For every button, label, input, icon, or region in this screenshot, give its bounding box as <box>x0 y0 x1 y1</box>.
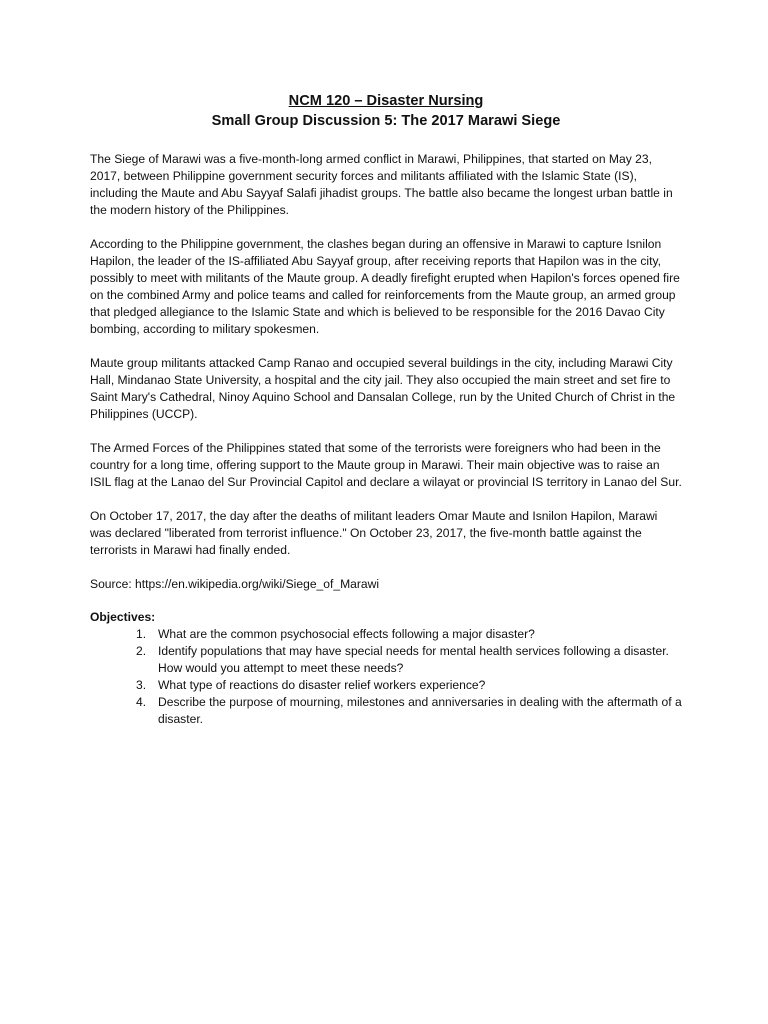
objective-item <box>90 694 682 728</box>
objective-text: Identify populations that may have special needs for mental health services following a disaster. How would you attempt to meet these needs? <box>158 644 669 675</box>
objective-text: What are the common psychosocial effects following a major disaster? <box>158 627 535 641</box>
objective-number: 4. <box>136 695 147 709</box>
objective-number: 2. <box>136 644 147 658</box>
objective-item <box>90 677 682 694</box>
paragraph-liberation: On October 17, 2017, the day after the deaths of militant leaders Omar Maute and Isnilon Hapilon, Marawi was declared "liberated from terrorist influence." On October 23, 2017, the five-month battle against the terrorists in Marawi had finally ended. <box>90 509 658 557</box>
paragraph-siege-overview: The Siege of Marawi was a five-month-long armed conflict in Marawi, Philippines, that started on May 23, 2017, between Philippine government security forces and militants affiliated with the Islamic State (IS), including the Maute and Abu Sayyaf Salafi jihadist groups. The battle also became the longest urban battle in the modern history of the Philippines. <box>90 152 673 217</box>
objective-text: Describe the purpose of mourning, milestones and anniversaries in dealing with the aftermath of a disaster. <box>158 695 682 726</box>
paragraph-occupied-buildings: Maute group militants attacked Camp Ranao and occupied several buildings in the city, including Marawi City Hall, Mindanao State University, a hospital and the city jail. They also occupied the main street and set fire to Saint Mary's Cathedral, Ninoy Aquino School and Dansalan College, run by the United Church of Christ in the Philippines (UCCP). <box>90 356 676 421</box>
paragraph-foreign-terrorists: The Armed Forces of the Philippines stated that some of the terrorists were foreigners who had been in the country for a long time, offering support to the Maute group in Marawi. Their main objective was to raise an ISIL flag at the Lanao del Sur Provincial Capitol and declare a wilayat or provincial IS territory in Lanao del Sur. <box>90 441 682 489</box>
objective-text: What type of reactions do disaster relief workers experience? <box>158 678 486 692</box>
objectives-heading: Objectives: <box>90 610 156 624</box>
objective-number: 3. <box>136 678 147 692</box>
source-citation: Source: https://en.wikipedia.org/wiki/Siege_of_Marawi <box>90 577 380 591</box>
discussion-title: Small Group Discussion 5: The 2017 Marawi Siege <box>211 113 561 129</box>
course-title: NCM 120 – Disaster Nursing <box>288 93 484 109</box>
paragraph-clashes-origin: According to the Philippine government, the clashes began during an offensive in Marawi to capture Isnilon Hapilon, the leader of the IS-affiliated Abu Sayyaf group, after receiving reports that Hapilon was in the city, possibly to meet with militants of the Maute group. A deadly firefight erupted when Hapilon's forces opened fire on the combined Army and police teams and called for reinforcements from the Maute group, an armed group that pledged allegiance to the Islamic State and which is believed to be responsible for the 2016 Davao City bombing, according to military spokesmen. <box>90 237 680 336</box>
objective-item <box>90 626 682 643</box>
document-page <box>90 92 682 728</box>
objective-item <box>90 643 682 677</box>
objectives-list <box>90 626 682 728</box>
objective-number: 1. <box>136 627 147 641</box>
